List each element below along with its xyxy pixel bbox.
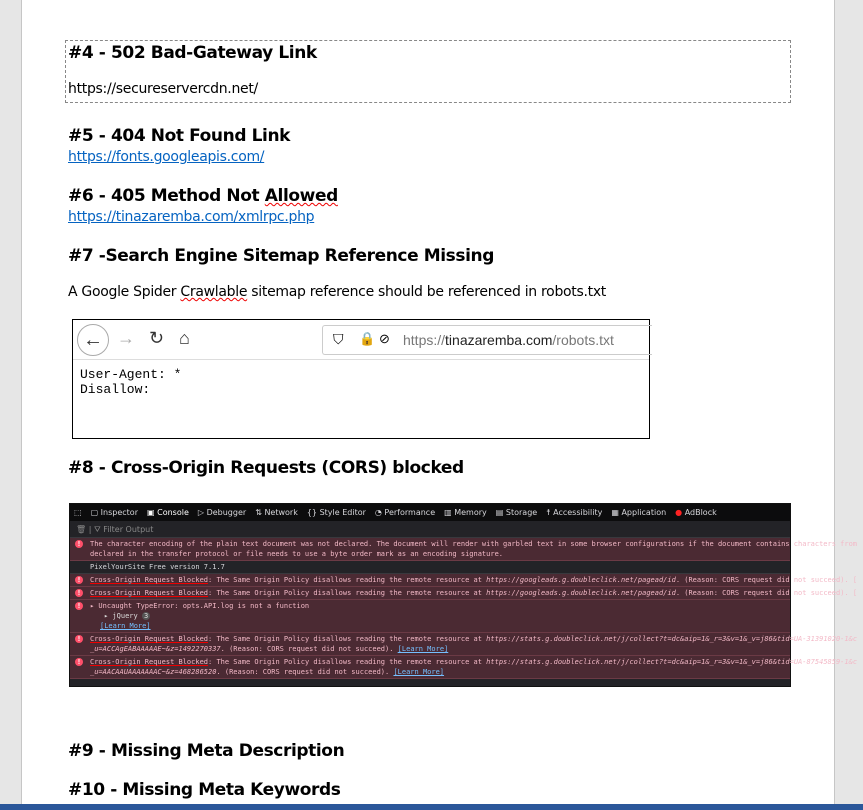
tab-style-editor: {} Style Editor (306, 508, 366, 517)
heading-7: #7 -Search Engine Sitemap Reference Missing (68, 246, 495, 266)
picker-icon: ⬚ (74, 508, 82, 517)
home-icon: ⌂ (179, 328, 190, 348)
trash-icon: 🗑 (76, 525, 87, 534)
tab-application: ▦ Application (611, 508, 667, 517)
heading-9: #9 - Missing Meta Description (68, 741, 345, 761)
heading-4: #4 - 502 Bad-Gateway Link (68, 43, 317, 63)
forward-icon: → (117, 328, 135, 348)
lock-icon: 🔒 (359, 331, 376, 346)
error-icon: ! (76, 635, 82, 643)
tab-console: ▣ Console (147, 508, 189, 517)
tab-performance: ◔ Performance (374, 508, 436, 517)
paragraph-7: A Google Spider Crawlable sitemap reference should be referenced in robots.txt (68, 284, 606, 300)
tab-storage: ▤ Storage (495, 508, 538, 517)
tab-inspector: ▢ Inspector (90, 508, 138, 517)
status-bar (0, 804, 863, 810)
heading-10: #10 - Missing Meta Keywords (68, 780, 341, 800)
error-icon: ! (76, 589, 82, 597)
heading-6: #6 - 405 Method Not Allowed (68, 186, 338, 206)
reload-icon: ↻ (149, 328, 165, 348)
url-bar: ⛉ 🔒 ⊘ https://tinazaremba.com/robots.txt (322, 325, 652, 355)
robots-content: User-Agent: * Disallow: (80, 367, 182, 397)
console-row: PixelYourSite Free version 7.1.7 (70, 561, 790, 574)
console-row: ! Cross-Origin Request Blocked: The Same Origin Policy disallows reading the remote resource at https://googleads.g.doubleclick.net/pagead/id. (Reason: CORS request did not succeed). [ (70, 587, 790, 600)
tab-adblock: ● AdBlock (675, 508, 717, 517)
shield-icon: ⛉ (333, 331, 344, 347)
filter-output: 🗑 | ⛛ Filter Output (70, 521, 790, 538)
console-row: ! Cross-Origin Request Blocked: The Same Origin Policy disallows reading the remote resource at https://googleads.g.doubleclick.net/pagead/id. (Reason: CORS request did not succeed). [ (70, 574, 790, 587)
error-icon: ! (76, 576, 82, 584)
link-6[interactable]: https://tinazaremba.com/xmlrpc.php (68, 209, 315, 225)
tab-accessibility: ☨ Accessibility (546, 508, 603, 517)
console-row: ! Cross-Origin Request Blocked: The Same Origin Policy disallows reading the remote resource at https://stats.g.doubleclick.net/j/collect?t=dc&aip=1&_r=3&v=1&_v=j86&tid=UA-31391020-1&c _u=ACCAgEABAAAAAE~&z=1492270337. (Reason: CORS request did not succeed). [Learn More] (70, 633, 790, 656)
error-icon: ! (76, 602, 82, 610)
console-row: ! Cross-Origin Request Blocked: The Same Origin Policy disallows reading the remote resource at https://stats.g.doubleclick.net/j/collect?t=dc&aip=1&_r=3&v=1&_v=j86&tid=UA-87545859-1&c _u=AACAAUAAAAAAAC~&z=468286520. (Reason: CORS request did not succeed). [Learn More] (70, 656, 790, 679)
tab-debugger: ▷ Debugger (197, 508, 247, 517)
tab-network: ⇅ Network (255, 508, 298, 517)
tracking-icon: ⊘ (379, 331, 390, 346)
console-row: ! The character encoding of the plain text document was not declared. The document will render with garbled text in some browser configurations if the document contains characters from declared in the transfer protocol or file needs to use a byte order mark as an encoding signature. (70, 538, 790, 561)
tab-memory: ▥ Memory (444, 508, 487, 517)
heading-8: #8 - Cross-Origin Requests (CORS) blocked (68, 458, 464, 478)
robots-screenshot (72, 319, 650, 439)
console-screenshot (69, 503, 858, 687)
error-icon: ! (76, 658, 82, 666)
heading-5: #5 - 404 Not Found Link (68, 126, 291, 146)
console-row: ! ▸ Uncaught TypeError: opts.API.log is not a function ▸ jQuery 3 [Learn More] (70, 600, 790, 633)
back-icon: ← (77, 324, 109, 356)
devtools-toolbar (70, 504, 790, 521)
link-5[interactable]: https://fonts.googleapis.com/ (68, 149, 265, 165)
text-link-4: https://secureservercdn.net/ (68, 81, 258, 97)
error-icon: ! (76, 540, 82, 548)
